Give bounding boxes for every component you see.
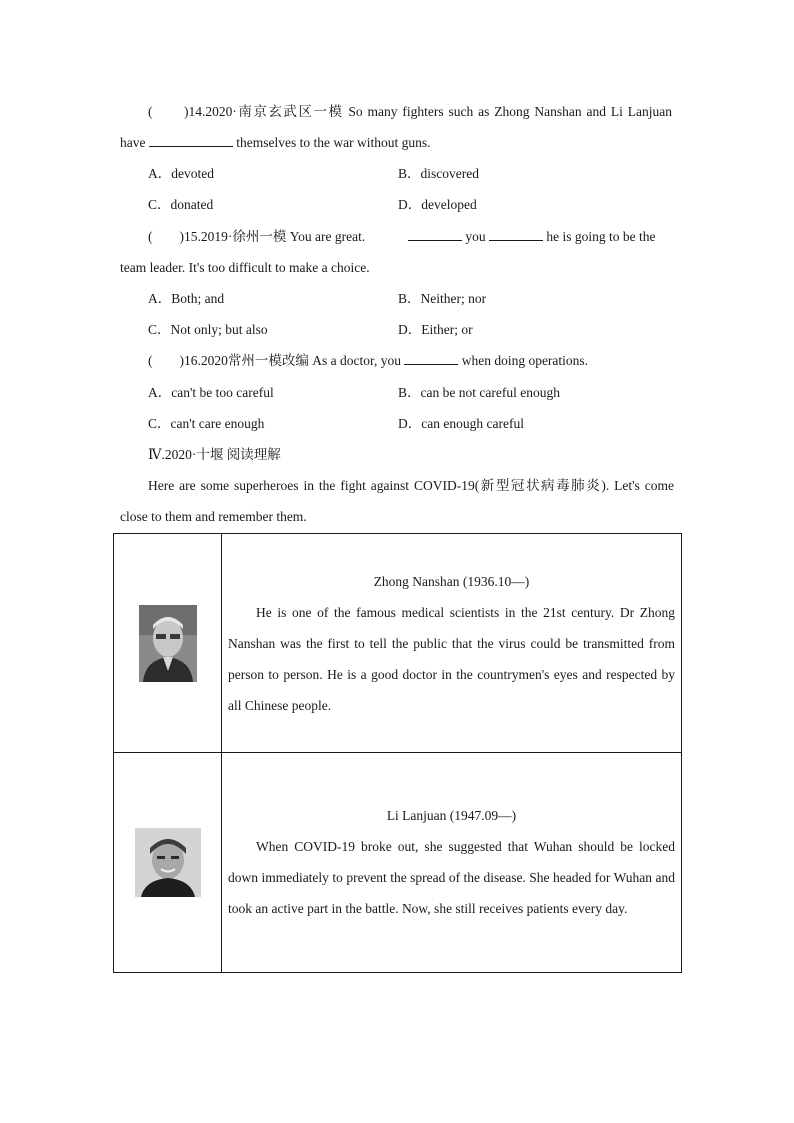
option-a: A．Both; and — [148, 291, 225, 306]
hero-paragraph: He is one of the famous medical scientists in the 21st century. Dr Zhong Nanshan was the first to tell the public that the virus could be transmitted from person to person. He is a good doctor in the countrymen's eyes and respected by all Chinese people. — [228, 605, 675, 713]
table-row — [114, 753, 682, 973]
question-16-stem: ( )16.2020常州一模改编 As a doctor, you when doing operations. — [148, 353, 589, 368]
section-intro-line-2: close to them and remember them. — [120, 509, 307, 524]
zhong-nanshan-photo — [139, 605, 197, 682]
question-14-stem-cont: have themselves to the war without guns. — [120, 135, 431, 150]
photo-cell — [114, 753, 222, 973]
option-d: D．can enough careful — [398, 416, 524, 431]
question-label: 14.2020·南京玄武区一模 — [188, 104, 344, 119]
answer-blank-2 — [489, 228, 543, 241]
zhong-nanshan-cell — [222, 534, 682, 753]
hero-title: Li Lanjuan (1947.09—) — [386, 808, 517, 823]
option-c: C．donated — [148, 197, 214, 212]
option-d: D．Either; or — [398, 322, 473, 337]
question-14-stem — [148, 103, 672, 121]
photo-cell — [114, 534, 222, 753]
question-15-stem-cont: team leader. It's too difficult to make a choice. — [120, 260, 370, 275]
option-c: C．can't care enough — [148, 416, 265, 431]
option-b: B．can be not careful enough — [398, 385, 560, 400]
li-lanjuan-photo — [135, 828, 201, 897]
question-15-stem: ( )15.2019·徐州一模 You are great. you he is going to be the — [148, 229, 656, 244]
option-a: A．devoted — [148, 166, 214, 181]
option-a: A．can't be too careful — [148, 385, 274, 400]
question-label: 16.2020常州一模改编 — [184, 353, 309, 368]
question-text: So many fighters such as Zhong Nanshan and Li Lanjuan — [348, 104, 673, 119]
table-row — [114, 534, 682, 753]
section-heading: Ⅳ.2020·十堰 阅读理解 — [148, 447, 281, 462]
answer-paren: ( ) — [148, 104, 189, 119]
question-label: 15.2019·徐州一模 — [184, 229, 287, 244]
li-lanjuan-cell — [222, 753, 682, 973]
option-d: D．developed — [398, 197, 477, 212]
answer-blank — [404, 352, 458, 365]
answer-paren: ( ) — [148, 353, 184, 368]
answer-paren: ( ) — [148, 229, 184, 244]
heroes-table — [113, 533, 682, 973]
hero-title: Zhong Nanshan (1936.10—) — [373, 574, 530, 589]
hero-paragraph: When COVID-19 broke out, she suggested that Wuhan should be locked down immediately to prevent the spread of the disease. She headed for Wuhan and took an active part in the battle. Now, she still receives patients every day. — [228, 839, 675, 916]
option-b: B．Neither; nor — [398, 291, 487, 306]
section-intro-line-1: Here are some superheroes in the fight against COVID-19(新型冠状病毒肺炎). Let's come — [148, 478, 674, 493]
answer-blank — [149, 134, 233, 147]
option-c: C．Not only; but also — [148, 322, 268, 337]
answer-blank-1 — [408, 228, 462, 241]
option-b: B．discovered — [398, 166, 479, 181]
